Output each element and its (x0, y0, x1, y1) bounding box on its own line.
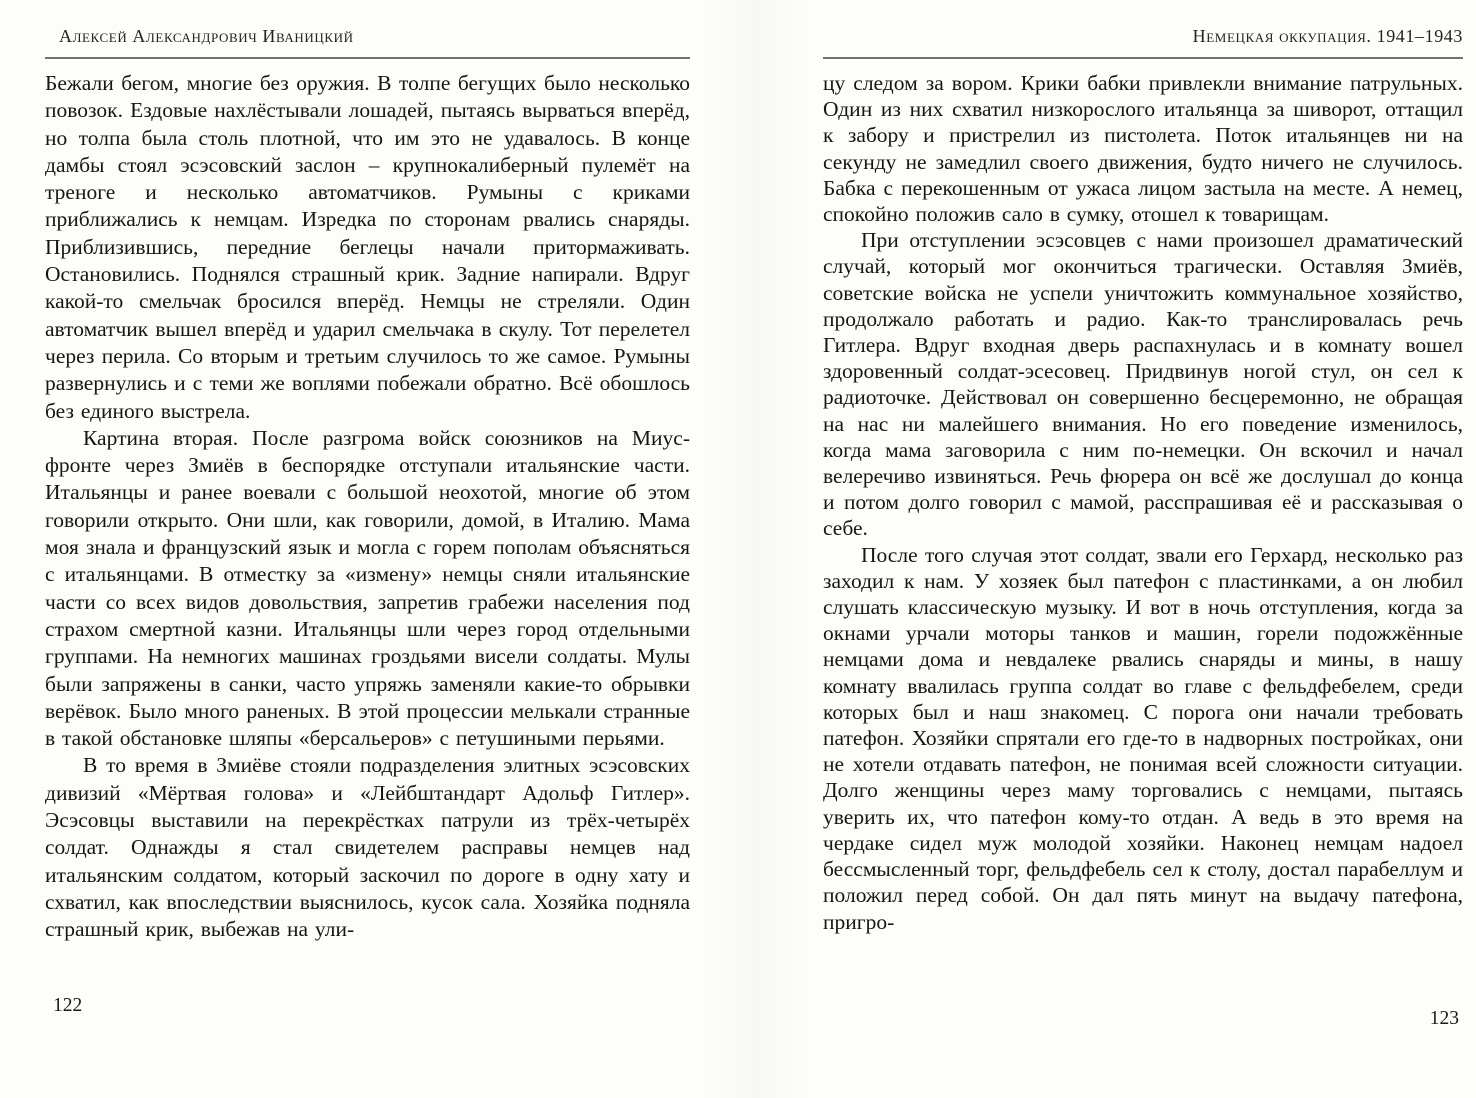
right-page (823, 0, 1463, 1098)
left-running-header: Алексей Александрович Иваницкий (59, 26, 354, 46)
left-page (45, 0, 690, 1098)
right-header-rule (823, 57, 1463, 59)
right-page-body (823, 70, 1463, 935)
paragraph: После того случая этот солдат, звали его Герхард, несколько раз заходил к нам. У хозяек был патефон с пластинками, а он любил слушать классическую музыку. И вот в ночь отступления, когда за окнами урчали моторы танков и машин, горели подожжённые немцами дома и невдалеке рвались снаряды и мины, в нашу комнату ввалилась группа солдат во главе с фельдфебелем, среди которых был и наш знакомец. С порога они начали требовать патефон. Хозяйки спрятали его где-то в надворных постройках, они не хотели отдавать патефон, не понимая всей сложности ситуации. Долго женщины через маму торговались с немцами, пытаясь уверить их, что патефон кому-то отдан. А ведь в это время на чердаке сидел муж молодой хозяйки. Наконец немцам надоел бессмысленный торг, фельдфебель сел к столу, достал парабеллум и положил перед собой. Он дал пять минут на выдачу патефона, пригро- (823, 542, 1463, 934)
left-header-rule (45, 57, 690, 59)
right-running-header: Немецкая оккупация. 1941–1943 (1192, 26, 1463, 46)
left-page-number: 122 (53, 995, 83, 1016)
paragraph: цу следом за вором. Крики бабки привлекли внимание патрульных. Один из них схватил низкорослого итальянца за шиворот, оттащил к забору и пристрелил из пистолета. Поток итальянцев ни на секунду не замедлил своего движения, будто ничего не случилось. Бабка с перекошенным от ужаса лицом застыла на месте. А немец, спокойно положив сало в сумку, отошел к товарищам. (823, 71, 1463, 227)
paragraph: Бежали бегом, многие без оружия. В толпе бегущих было несколько повозок. Ездовые нахлёстывали лошадей, пытаясь вырваться вперёд, но толпа была столь плотной, что им это не удавалось. В конце дамбы стоял эсэсовский заслон – крупнокалиберный пулемёт на треноге и несколько автоматчиков. Румыны с криками приближались к немцам. Изредка по сторонам рвались снаряды. Приблизившись, передние беглецы начали притормаживать. Остановились. Поднялся страшный крик. Задние напирали. Вдруг какой-то смельчак бросился вперёд. Немцы не стреляли. Один автоматчик вышел вперёд и ударил смельчака в скулу. Тот перелетел через перила. Со вторым и третьим случилось то же самое. Румыны развернулись и с теми же воплями побежали обратно. Всё обошлось без единого выстрела. (45, 71, 690, 423)
paragraph: Картина вторая. После разгрома войск союзников на Миус-фронте через Змиёв в беспорядке отступали итальянские части. Итальянцы и ранее воевали с большой неохотой, многие об этом говорили открыто. Они шли, как говорили, домой, в Италию. Мама моя знала и французский язык и могла с горем пополам объясняться с итальянцами. В отместку за «измену» немцы сняли итальянские части со всех видов довольствия, запретив грабежи населения под страхом смертной казни. Итальянцы шли через город отдельными группами. На немногих машинах гроздьями висели солдаты. Мулы были запряжены в санки, часто упряжь заменяли какие-то обрывки верёвок. Было много раненых. В этой процессии мелькали странные в такой обстановке шляпы «берсальеров» с петушиными перьями. (45, 425, 690, 751)
paragraph: В то время в Змиёве стояли подразделения элитных эсэсовских дивизий «Мёртвая голова» и «Лейбштандарт Адольф Гитлер». Эсэсовцы выставили на перекрёстках патрули из трёх-четырёх солдат. Однажды я стал свидетелем расправы немцев над итальянским солдатом, который заскочил по дороге в одну хату и схватил, как впоследствии выяснилось, кусок сала. Хозяйка подняла страшный крик, выбежав на ули- (45, 753, 690, 942)
paragraph: При отступлении эсэсовцев с нами произошел драматический случай, который мог окончиться трагически. Оставляя Змиёв, советские войска не успели уничтожить коммунальное хозяйство, продолжало работать и радио. Как-то транслировалась речь Гитлера. Вдруг входная дверь распахнулась и в комнату вошел здоровенный солдат-эсесовец. Придвинув ногой стул, он сел к радиоточке. Действовал он совершенно бесцеремонно, не обращая на нас ни малейшего внимания. Но его поведение изменилось, когда мама заговорила с ним по-немецки. Он вскочил и начал велеречиво извиняться. Речь фюрера он всё же дослушал до конца и потом долго говорил с мамой, расспрашивая её и рассказывая о себе. (823, 228, 1463, 541)
right-page-number: 123 (1429, 1008, 1459, 1029)
left-page-body (45, 70, 690, 944)
